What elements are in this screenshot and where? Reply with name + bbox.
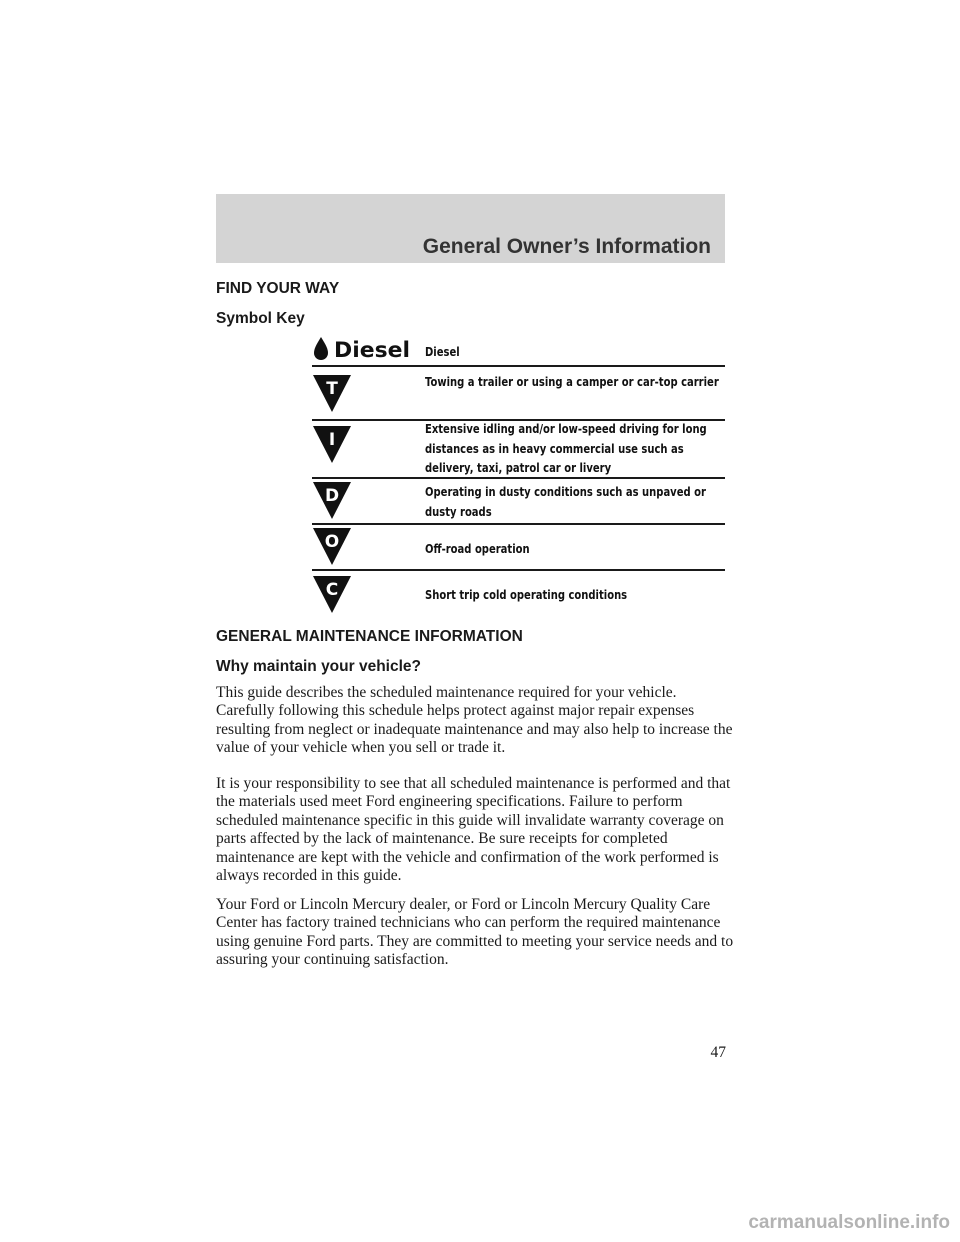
paragraph-2: It is your responsibility to see that all scheduled maintenance is performed and that the materials used meet Ford engineering specifications. Failure to perform scheduled maintenance specific in this guide will invalidate warranty coverage on parts affected by the lack of maintenance. Be sure receipts for completed maintenance are kept with the vehicle and confirmation of the work performed is always recorded in this guide.: [216, 775, 731, 885]
triangle-letter: I: [328, 430, 336, 450]
symbol-row-dusty: [312, 479, 725, 525]
paragraph-3: Your Ford or Lincoln Mercury dealer, or Ford or Lincoln Mercury Quality Care Center has factory trained technicians who can perform the required maintenance using genuine Ford parts. They are committed to meeting your service needs and to assuring your continuing satisfaction.: [216, 896, 734, 969]
diesel-logo-text: Diesel: [334, 338, 410, 362]
symbol-row-offroad: [312, 525, 725, 571]
symbol-row-diesel: [312, 334, 725, 367]
symbol-text-cold: Short trip cold operating conditions: [425, 587, 628, 602]
symbol-text-offroad: Off-road operation: [425, 541, 530, 556]
triangle-o-icon: [312, 526, 412, 571]
symbol-text-dusty: Operating in dusty conditions such as unpaved or dusty roads: [425, 484, 706, 519]
symbol-key-subtitle: Symbol Key: [216, 310, 305, 327]
why-maintain-subtitle: Why maintain your vehicle?: [216, 658, 421, 675]
triangle-t-icon: [312, 373, 412, 418]
triangle-letter: C: [325, 580, 339, 600]
symbol-text-idling: Extensive idling and/or low-speed driving for long distances as in heavy commercial use such as delivery, taxi, patrol car or livery: [425, 421, 707, 475]
triangle-letter: D: [324, 486, 340, 506]
triangle-i-icon: [312, 424, 412, 469]
section-title-find-your-way: FIND YOUR WAY: [216, 280, 340, 297]
triangle-letter: O: [324, 532, 340, 552]
page-header-title: General Owner’s Information: [422, 235, 711, 258]
symbol-row-towing: [312, 367, 725, 421]
header-band: [216, 194, 725, 263]
symbol-row-cold: [312, 571, 725, 615]
symbol-text-diesel: Diesel: [425, 344, 460, 359]
section-title-general-maintenance: GENERAL MAINTENANCE INFORMATION: [216, 628, 523, 645]
watermark: carmanualsonline.info: [748, 1212, 950, 1233]
symbol-text-towing: Towing a trailer or using a camper or car-top carrier: [425, 374, 719, 389]
diesel-logo-icon: [312, 336, 412, 367]
paragraph-1: This guide describes the scheduled maintenance required for your vehicle. Carefully following this schedule helps protect against major repair expenses resulting from neglect or inadequate maintenance and may also help to increase the value of your vehicle when you sell or trade it.: [216, 684, 733, 757]
triangle-d-icon: [312, 480, 412, 525]
symbol-row-idling: [312, 421, 725, 479]
page-number: 47: [710, 1044, 726, 1061]
triangle-letter: T: [326, 379, 338, 399]
triangle-c-icon: [312, 574, 412, 619]
